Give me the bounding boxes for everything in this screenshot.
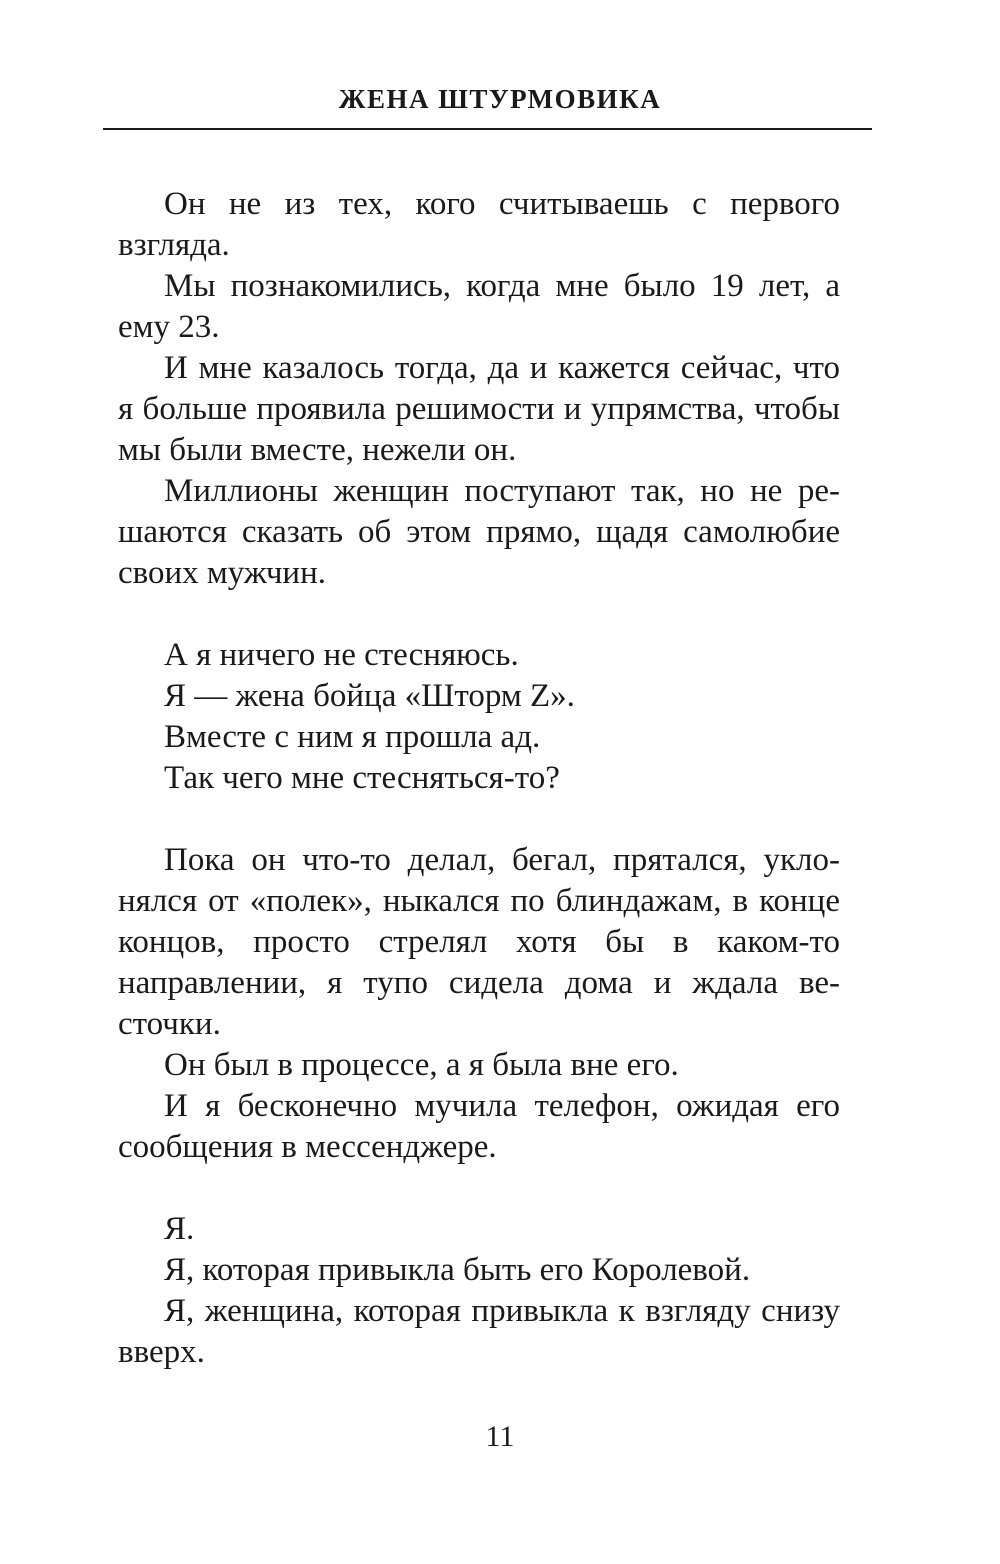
stanza-break [118, 799, 840, 840]
paragraph: Я, которая привыкла быть его Королевой. [164, 1252, 751, 1288]
paragraph: Так чего мне стесняться-то? [164, 760, 560, 796]
paragraph: И я бесконечно мучила телефон, ожидая его сообщения в мессенджере. [118, 1088, 840, 1165]
paragraph: И мне казалось тогда, да и кажется сейчас, что я больше проявила решимости и упрямства, чтобы мы были вместе, нежели он. [118, 350, 840, 468]
paragraph: Миллионы женщин поступают так, но не решаются сказать об этом прямо, щадя самолюбие своих мужчин. [118, 473, 840, 591]
paragraph: Вместе с ним я прошла ад. [164, 719, 541, 755]
page-number: 11 [485, 1420, 515, 1453]
paragraph: Я, женщина, которая привыкла к взгляду снизу вверх. [118, 1293, 840, 1370]
paragraph: А я ничего не стесняюсь. [164, 637, 519, 673]
paragraph: Я. [164, 1211, 195, 1247]
paragraph: Мы познакомились, когда мне было 19 лет, а ему 23. [118, 268, 840, 345]
header-rule [103, 128, 872, 130]
paragraph: Я — жена бойца «Шторм Z». [164, 678, 575, 714]
body-text [118, 184, 840, 1373]
stanza-break [118, 594, 840, 635]
paragraph: Пока он что-то делал, бегал, прятался, уклонялся от «полек», ныкался по блиндажам, в конце концов, просто стрелял хотя бы в каком-то направлении, я тупо сидела дома и ждала весточки. [118, 842, 840, 1042]
stanza-break [118, 1168, 840, 1209]
paragraph: Он был в процессе, а я была вне его. [164, 1047, 679, 1083]
paragraph: Он не из тех, кого считываешь с первого взгляда. [118, 186, 840, 263]
running-head-title: ЖЕНА ШТУРМОВИКА [338, 84, 662, 114]
